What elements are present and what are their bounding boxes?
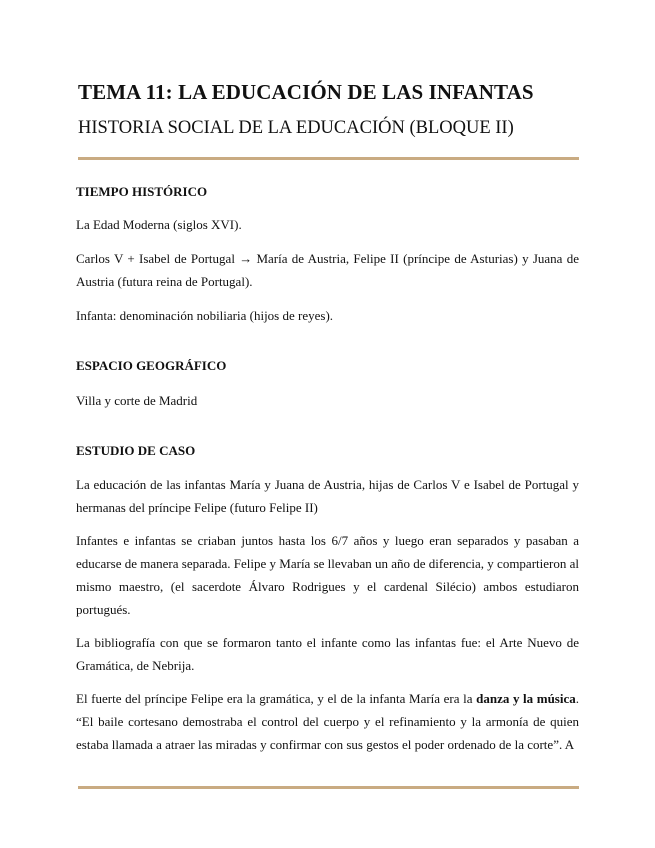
espacio-paragraph-1: Villa y corte de Madrid xyxy=(76,393,198,408)
document-title: TEMA 11: LA EDUCACIÓN DE LAS INFANTAS xyxy=(78,80,534,104)
document-subtitle: HISTORIA SOCIAL DE LA EDUCACIÓN (BLOQUE II) xyxy=(78,118,514,138)
tiempo-paragraph-1: La Edad Moderna (siglos XVI). xyxy=(76,217,242,232)
estudio-paragraph-3: La bibliografía con que se formaron tanto el infante como las infantas fue: el Arte Nuevo de Gramática, de Nebrija. xyxy=(76,635,579,673)
document-body xyxy=(76,180,579,756)
estudio-paragraph-4-emphasis: danza y la música xyxy=(476,691,576,706)
estudio-paragraph-4-text-b: . “El baile cortesano demostraba el control del cuerpo y el refinamiento y la armonía de quien estaba llamada a atraer las miradas y confirmar con sus gestos el poder ordenado de la corte”. A xyxy=(76,691,580,752)
footer-divider xyxy=(78,786,579,789)
section-heading-tiempo: TIEMPO HISTÓRICO xyxy=(76,184,208,199)
estudio-paragraph-4 xyxy=(76,687,579,756)
estudio-paragraph-2: Infantes e infantas se criaban juntos hasta los 6/7 años y luego eran separados y pasaban a educarse de manera separada. Felipe y María se llevaban un año de diferencia, y compartieron al mismo maestro, (el sacerdote Álvaro Rodrigues y el cardenal Silécio) ambos estudiaron portugués. xyxy=(76,533,579,617)
header-divider xyxy=(78,157,579,160)
section-heading-espacio: ESPACIO GEOGRÁFICO xyxy=(76,358,227,373)
estudio-paragraph-4-text-a: El fuerte del príncipe Felipe era la gramática, y el de la infanta María era la xyxy=(76,691,477,706)
tiempo-paragraph-2: Carlos V + Isabel de Portugal → María de Austria, Felipe II (príncipe de Asturias) y Juana de Austria (futura reina de Portugal). xyxy=(76,251,579,289)
estudio-paragraph-1: La educación de las infantas María y Juana de Austria, hijas de Carlos V e Isabel de Portugal y hermanas del príncipe Felipe (futuro Felipe II) xyxy=(76,477,579,515)
tiempo-paragraph-3: Infanta: denominación nobiliaria (hijos de reyes). xyxy=(76,308,334,323)
section-heading-estudio: ESTUDIO DE CASO xyxy=(76,443,196,458)
